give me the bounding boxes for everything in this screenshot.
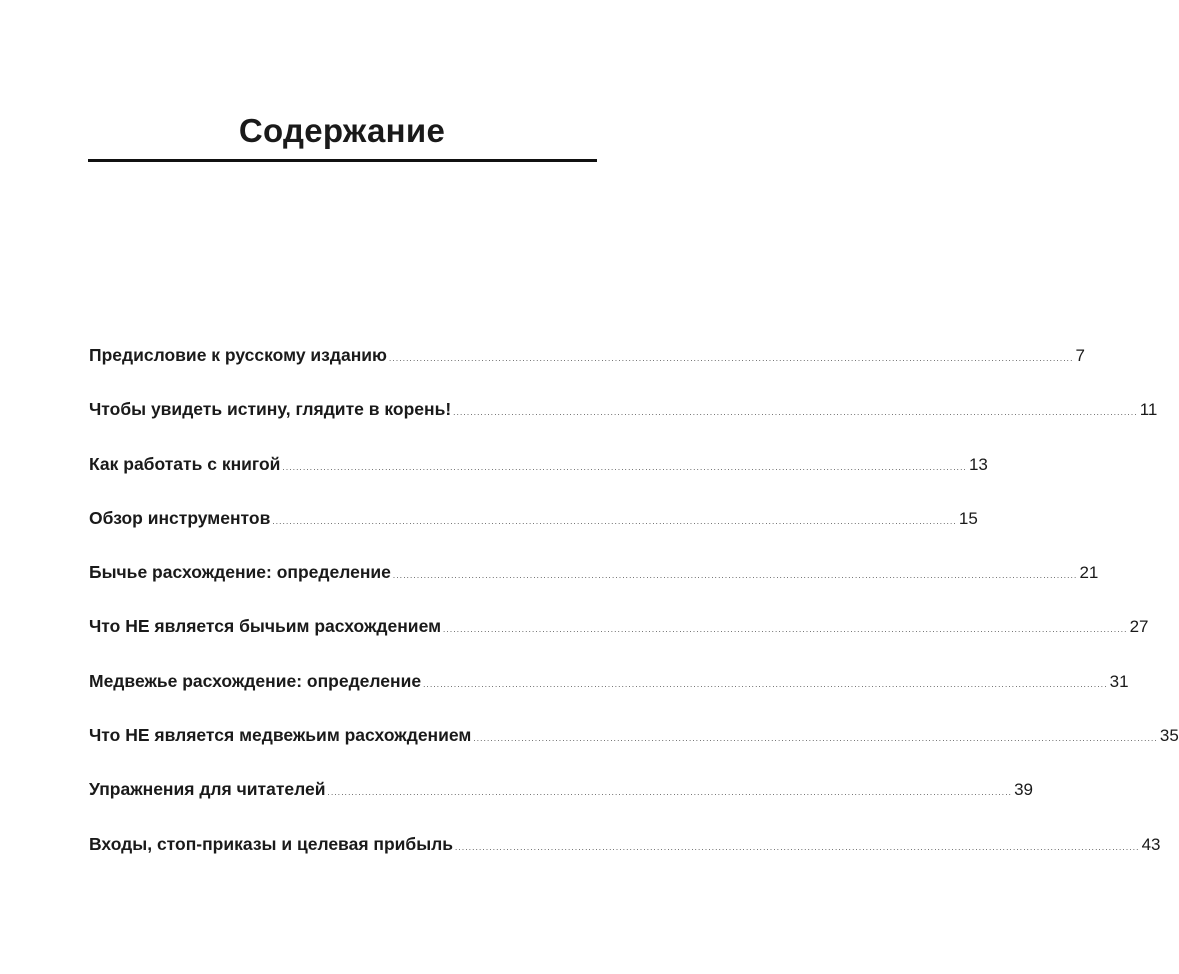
page-title: Содержание (238, 112, 446, 149)
toc-entry-page: 13 (968, 454, 988, 474)
toc-entry-title: Как работать с книгой (89, 453, 281, 474)
toc-entry-page: 21 (1079, 563, 1099, 583)
table-of-contents (89, 345, 1179, 888)
toc-entry-title: Бычье расхождение: определение (89, 562, 391, 583)
toc-entry[interactable] (89, 833, 1161, 888)
toc-entry-page: 39 (1014, 780, 1033, 800)
toc-dot-leader: ........................................................................................................................................................................................................ (423, 679, 1108, 689)
toc-entry-page: 15 (958, 508, 978, 528)
toc-dot-leader: ........................................................................................................................................................................................................ (282, 462, 967, 472)
toc-entry-page: 7 (1075, 346, 1085, 365)
toc-entry-title: Что НЕ является бычьим расхождением (89, 616, 442, 637)
toc-dot-leader: ........................................................................................................................................................................................................ (389, 354, 1074, 363)
toc-entry[interactable] (89, 345, 1085, 399)
toc-dot-leader: ........................................................................................................................................................................................................ (272, 516, 957, 526)
toc-entry-page: 43 (1141, 834, 1161, 854)
toc-entry-title: Медвежье расхождение: определение (89, 670, 422, 691)
toc-entry[interactable] (89, 399, 1158, 453)
toc-entry[interactable] (89, 507, 978, 562)
toc-entry-title: Чтобы увидеть истину, глядите в корень! (89, 399, 452, 420)
toc-dot-leader: ........................................................................................................................................................................................................ (473, 734, 1158, 744)
toc-entry[interactable] (89, 779, 1033, 833)
toc-entry-title: Что НЕ является медвежьим расхождением (89, 725, 472, 746)
toc-entry-page: 31 (1109, 671, 1129, 691)
toc-dot-leader: ........................................................................................................................................................................................................ (453, 408, 1138, 418)
toc-dot-leader: ........................................................................................................................................................................................................ (392, 571, 1078, 581)
toc-entry-page: 11 (1139, 400, 1158, 420)
toc-dot-leader: ........................................................................................................................................................................................................ (443, 625, 1128, 635)
title-underline (88, 159, 597, 162)
toc-entry-page: 27 (1129, 617, 1149, 637)
toc-entry-title: Обзор инструментов (89, 507, 271, 528)
toc-entry[interactable] (89, 453, 988, 508)
toc-entry-title: Предисловие к русскому изданию (89, 345, 387, 365)
toc-entry[interactable] (89, 562, 1099, 616)
toc-entry-page: 35 (1159, 726, 1179, 746)
toc-entry[interactable] (89, 670, 1129, 725)
toc-entry[interactable] (89, 725, 1179, 779)
toc-dot-leader: ........................................................................................................................................................................................................ (327, 788, 1013, 798)
toc-entry-title: Упражнения для читателей (89, 779, 326, 800)
toc-dot-leader: ........................................................................................................................................................................................................ (455, 842, 1140, 852)
toc-entry[interactable] (89, 616, 1149, 670)
toc-entry-title: Входы, стоп-приказы и целевая прибыль (89, 833, 454, 854)
